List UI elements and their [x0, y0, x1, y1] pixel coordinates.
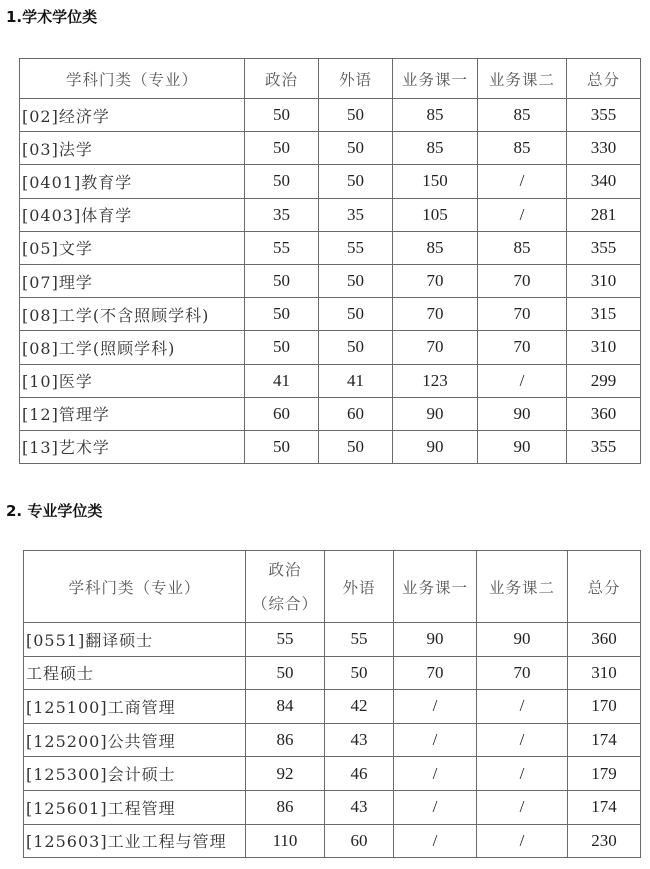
cell-course-2: / — [478, 198, 567, 231]
cell-foreign-language: 60 — [319, 397, 393, 430]
cell-total: 360 — [568, 623, 641, 657]
cell-foreign-language: 46 — [325, 757, 394, 791]
cell-foreign-language: 43 — [325, 723, 394, 757]
header-course-1: 业务课一 — [394, 551, 477, 623]
cell-total: 340 — [567, 165, 641, 198]
cell-politics: 110 — [246, 824, 325, 858]
header-total: 总分 — [568, 551, 641, 623]
table-row — [20, 397, 641, 430]
section-title-academic: 1.学术学位类 — [6, 8, 98, 26]
cell-course-2: / — [477, 723, 568, 757]
cell-course-2: / — [477, 824, 568, 858]
cell-course-2: 70 — [477, 656, 568, 690]
cell-foreign-language: 35 — [319, 198, 393, 231]
cell-foreign-language: 55 — [319, 231, 393, 264]
section-title-professional: 2. 专业学位类 — [6, 502, 103, 520]
cell-politics: 50 — [246, 656, 325, 690]
table-row — [20, 198, 641, 231]
cell-politics: 55 — [246, 623, 325, 657]
cell-foreign-language: 50 — [325, 656, 394, 690]
table-row — [20, 231, 641, 264]
cell-total: 310 — [567, 331, 641, 364]
cell-total: 315 — [567, 298, 641, 331]
table-row — [24, 656, 641, 690]
cell-discipline: [125300]会计硕士 — [24, 757, 246, 791]
cell-course-1: / — [394, 723, 477, 757]
header-course-2: 业务课二 — [477, 551, 568, 623]
table-header-row — [24, 551, 641, 623]
cell-foreign-language: 50 — [319, 298, 393, 331]
cell-total: 355 — [567, 430, 641, 463]
header-discipline: 学科门类（专业） — [24, 551, 246, 623]
cell-total: 174 — [568, 723, 641, 757]
cell-course-1: 90 — [394, 623, 477, 657]
cell-course-1: 105 — [393, 198, 478, 231]
cell-course-2: 90 — [478, 397, 567, 430]
cell-politics: 50 — [245, 165, 319, 198]
cell-course-2: / — [478, 364, 567, 397]
cell-foreign-language: 50 — [319, 331, 393, 364]
cell-foreign-language: 55 — [325, 623, 394, 657]
header-foreign-language: 外语 — [325, 551, 394, 623]
cell-foreign-language: 50 — [319, 264, 393, 297]
cell-foreign-language: 50 — [319, 165, 393, 198]
cell-discipline: [12]管理学 — [20, 397, 245, 430]
cell-course-1: 90 — [393, 430, 478, 463]
cell-total: 174 — [568, 790, 641, 824]
header-politics-line2: （综合） — [251, 594, 318, 613]
header-politics-comprehensive — [246, 551, 325, 623]
cell-course-2: 70 — [478, 331, 567, 364]
academic-degree-score-table — [19, 58, 641, 464]
cell-discipline: [05]文学 — [20, 231, 245, 264]
header-foreign-language: 外语 — [319, 59, 393, 99]
cell-course-1: 70 — [393, 331, 478, 364]
cell-course-1: 85 — [393, 231, 478, 264]
header-total: 总分 — [567, 59, 641, 99]
cell-politics: 35 — [245, 198, 319, 231]
cell-discipline: [0551]翻译硕士 — [24, 623, 246, 657]
cell-foreign-language: 41 — [319, 364, 393, 397]
cell-course-2: 85 — [478, 231, 567, 264]
cell-discipline: [08]工学(不含照顾学科) — [20, 298, 245, 331]
cell-total: 179 — [568, 757, 641, 791]
table-row — [24, 757, 641, 791]
cell-course-1: 123 — [393, 364, 478, 397]
cell-politics: 92 — [246, 757, 325, 791]
cell-course-1: 150 — [393, 165, 478, 198]
header-politics: 政治 — [245, 59, 319, 99]
cell-total: 281 — [567, 198, 641, 231]
table-row — [24, 623, 641, 657]
cell-discipline: [0401]教育学 — [20, 165, 245, 198]
cell-discipline: [07]理学 — [20, 264, 245, 297]
cell-politics: 50 — [245, 430, 319, 463]
table-row — [20, 165, 641, 198]
cell-course-1: / — [394, 824, 477, 858]
cell-discipline: [10]医学 — [20, 364, 245, 397]
cell-course-1: 70 — [393, 264, 478, 297]
cell-course-1: / — [394, 790, 477, 824]
cell-course-2: 70 — [478, 264, 567, 297]
cell-discipline: [02]经济学 — [20, 99, 245, 132]
table-row — [20, 364, 641, 397]
cell-politics: 50 — [245, 264, 319, 297]
header-course-2: 业务课二 — [478, 59, 567, 99]
cell-politics: 50 — [245, 132, 319, 165]
cell-course-1: 70 — [393, 298, 478, 331]
cell-course-1: 85 — [393, 99, 478, 132]
header-course-1: 业务课一 — [393, 59, 478, 99]
cell-total: 299 — [567, 364, 641, 397]
table-row — [20, 264, 641, 297]
cell-discipline: [08]工学(照顾学科) — [20, 331, 245, 364]
cell-foreign-language: 50 — [319, 132, 393, 165]
cell-course-1: 90 — [393, 397, 478, 430]
cell-total: 230 — [568, 824, 641, 858]
cell-politics: 84 — [246, 690, 325, 724]
table-row — [24, 790, 641, 824]
table-header-row — [20, 59, 641, 99]
cell-politics: 86 — [246, 723, 325, 757]
cell-politics: 41 — [245, 364, 319, 397]
cell-total: 355 — [567, 99, 641, 132]
cell-politics: 50 — [245, 298, 319, 331]
cell-course-2: 85 — [478, 99, 567, 132]
table-row — [24, 690, 641, 724]
cell-foreign-language: 42 — [325, 690, 394, 724]
header-discipline: 学科门类（专业） — [20, 59, 245, 99]
cell-discipline: [125200]公共管理 — [24, 723, 246, 757]
table-row — [24, 723, 641, 757]
cell-course-2: / — [477, 757, 568, 791]
cell-discipline: [125603]工业工程与管理 — [24, 824, 246, 858]
cell-discipline: [125100]工商管理 — [24, 690, 246, 724]
cell-foreign-language: 60 — [325, 824, 394, 858]
cell-course-2: 70 — [478, 298, 567, 331]
cell-course-2: / — [478, 165, 567, 198]
table-row — [20, 430, 641, 463]
cell-politics: 50 — [245, 99, 319, 132]
cell-total: 355 — [567, 231, 641, 264]
cell-course-1: / — [394, 757, 477, 791]
cell-foreign-language: 50 — [319, 99, 393, 132]
cell-politics: 86 — [246, 790, 325, 824]
cell-course-2: / — [477, 790, 568, 824]
cell-discipline: [125601]工程管理 — [24, 790, 246, 824]
table-row — [20, 331, 641, 364]
professional-degree-score-table — [23, 550, 641, 858]
cell-politics: 55 — [245, 231, 319, 264]
cell-discipline: [13]艺术学 — [20, 430, 245, 463]
cell-foreign-language: 50 — [319, 430, 393, 463]
cell-total: 310 — [568, 656, 641, 690]
cell-politics: 60 — [245, 397, 319, 430]
cell-course-1: / — [394, 690, 477, 724]
cell-discipline: [0403]体育学 — [20, 198, 245, 231]
cell-politics: 50 — [245, 331, 319, 364]
table-row — [20, 298, 641, 331]
header-politics-line1: 政治 — [268, 560, 302, 579]
table-row — [24, 824, 641, 858]
cell-course-2: 90 — [478, 430, 567, 463]
cell-course-2: 90 — [477, 623, 568, 657]
cell-total: 170 — [568, 690, 641, 724]
cell-discipline: [03]法学 — [20, 132, 245, 165]
cell-discipline: 工程硕士 — [24, 656, 246, 690]
cell-course-2: / — [477, 690, 568, 724]
cell-total: 360 — [567, 397, 641, 430]
cell-course-1: 70 — [394, 656, 477, 690]
table-row — [20, 132, 641, 165]
cell-total: 330 — [567, 132, 641, 165]
cell-course-2: 85 — [478, 132, 567, 165]
cell-course-1: 85 — [393, 132, 478, 165]
cell-total: 310 — [567, 264, 641, 297]
cell-foreign-language: 43 — [325, 790, 394, 824]
table-row — [20, 99, 641, 132]
